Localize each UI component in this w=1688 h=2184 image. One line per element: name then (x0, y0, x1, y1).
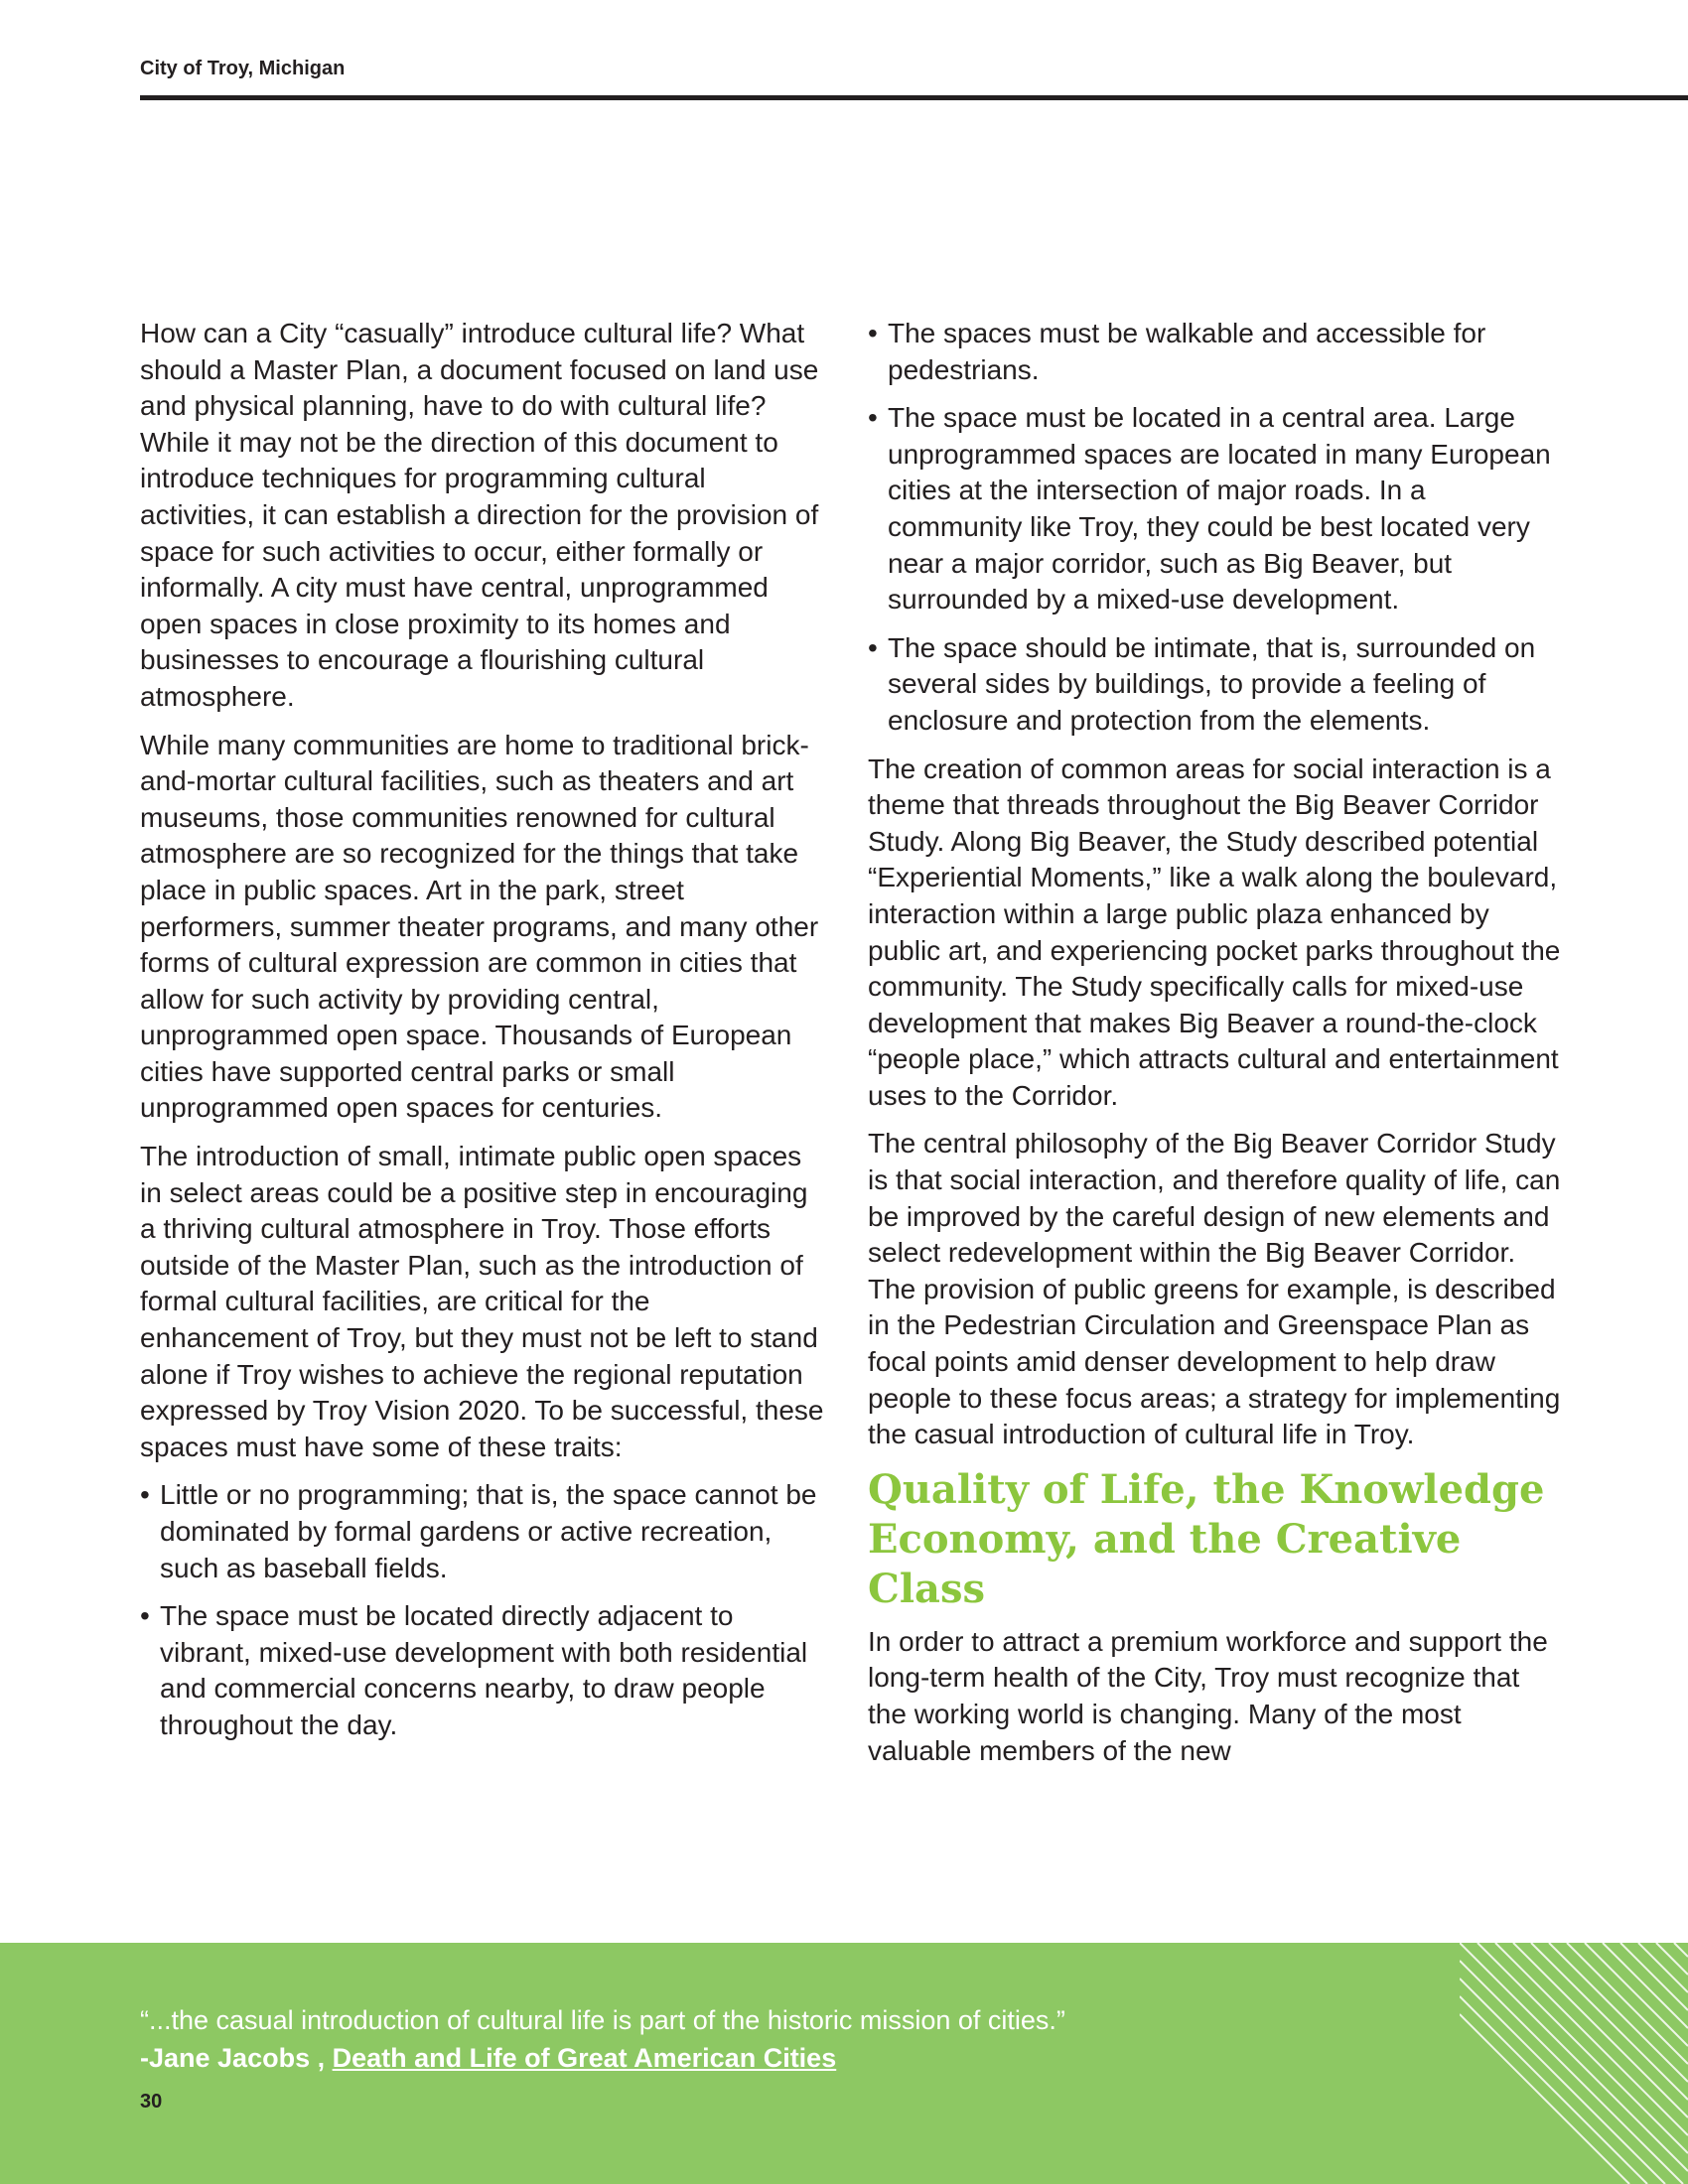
paragraph: How can a City “casually” introduce cultural life? What should a Master Plan, a document focused on land use and physical planning, have to do with cultural life? While it may not be the direction of this document to introduce techniques for programming cultural activities, it can establish a direction for the provision of space for such activities to occur, either formally or informally. A city must have central, unprogrammed open spaces in close proximity to its homes and businesses to encourage a flourishing cultural atmosphere. (140, 318, 819, 712)
quote-author: -Jane Jacobs , (140, 2043, 333, 2073)
document-header-title: City of Troy, Michigan (140, 58, 346, 79)
book-title-link[interactable]: Death and Life of Great American Cities (332, 2043, 837, 2073)
list-item: • The space must be located directly adjacent to vibrant, mixed-use development with both residential and commercial concerns nearby, to draw people throughout the day. (140, 1598, 825, 1743)
list-item: • The space must be located in a central area. Large unprogrammed spaces are located in many European cities at the intersection of major roads. In a community like Troy, they could be best located very near a major corridor, such as Big Beaver, but surrounded by a mixed-use development. (868, 400, 1563, 618)
left-column (140, 316, 825, 1756)
paragraph: While many communities are home to traditional brick-and-mortar cultural facilities, such as theaters and art museums, those communities renowned for cultural atmosphere are so recognized for the things that take place in public spaces. Art in the park, street performers, summer theater programs, and many other forms of cultural expression are common in cities that allow for such activity by providing central, unprogrammed open space. Thousands of European cities have supported central parks or small unprogrammed open spaces for centuries. (140, 729, 819, 1124)
traits-list-continued (868, 316, 1563, 740)
section-heading: Quality of Life, the Knowledge Economy, and the Creative Class (868, 1465, 1545, 1612)
paragraph: The creation of common areas for social interaction is a theme that threads throughout the Big Beaver Corridor Study. Along Big Beaver, the Study described potential “Experiential Moments,” like a walk along the boulevard, interaction within a large public plaza enhanced by public art, and experiencing pocket parks throughout the community. The Study specifically calls for mixed-use development that makes Big Beaver a round-the-clock “people place,” which attracts cultural and entertainment uses to the Corridor. (868, 752, 1561, 1111)
list-item: • The spaces must be walkable and accessible for pedestrians. (868, 316, 1563, 388)
paragraph: In order to attract a premium workforce and support the long-term health of the City, Troy must recognize that the working world is changing. Many of the most valuable members of the new (868, 1625, 1548, 1766)
header-rule (140, 95, 1688, 100)
page-number: 30 (140, 2091, 163, 2113)
list-item: • The space should be intimate, that is, surrounded on several sides by buildings, to provide a feeling of enclosure and protection from the elements. (868, 630, 1563, 740)
traits-list (140, 1477, 825, 1743)
paragraph: The introduction of small, intimate public open spaces in select areas could be a positive step in encouraging a thriving cultural atmosphere in Troy. Those efforts outside of the Master Plan, such as the introduction of formal cultural facilities, are critical for the enhancement of Troy, but they must not be left to stand alone if Troy wishes to achieve the regional reputation expressed by Troy Vision 2020. To be successful, these spaces must have some of these traits: (140, 1141, 824, 1462)
list-item: • Little or no programming; that is, the space cannot be dominated by formal gardens or active recreation, such as baseball fields. (140, 1477, 825, 1586)
quote-attribution (140, 2039, 836, 2077)
decorative-stripes-graphic (1460, 1943, 1688, 2184)
paragraph: The central philosophy of the Big Beaver Corridor Study is that social interaction, and therefore quality of life, can be improved by the careful design of new elements and select redevelopment within the Big Beaver Corridor. The provision of public greens for example, is described in the Pedestrian Circulation and Greenspace Plan as focal points amid denser development to help draw people to these focus areas; a strategy for implementing the casual introduction of cultural life in Troy. (868, 1128, 1561, 1450)
right-column (868, 316, 1563, 1781)
pull-quote: “...the casual introduction of cultural life is part of the historic mission of cities.” (140, 2005, 1065, 2035)
